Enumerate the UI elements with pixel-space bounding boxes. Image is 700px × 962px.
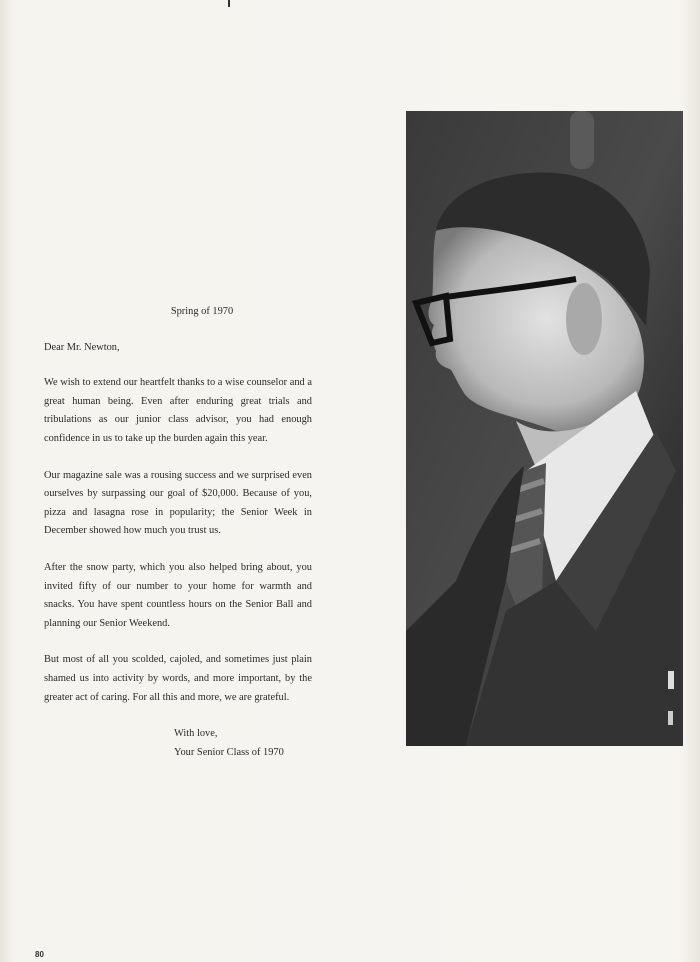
letter-closing [174,725,312,762]
letter-paragraph: We wish to extend our heartfelt thanks to a wise counselor and a great human being. Even after enduring great trials and tribulations as our junior class advisor, you had enough confidence in us to take up the burden again this year. [44,377,312,444]
letter-heading: Spring of 1970 [170,306,234,317]
signature-line: Your Senior Class of 1970 [174,746,284,758]
binding-mark [228,0,230,7]
letter-paragraph: Our magazine sale was a rousing success and we surprised even ourselves by surpassing our goal of $20,000. Because of you, pizza and lasagna rose in popularity; the Senior Week in December showed how much you trust us. [44,469,312,537]
letter [44,303,312,762]
letter-paragraph: But most of all you scolded, cajoled, and sometimes just plain shamed us into activity by words, and more important, by the greater act of caring. For all this and more, we are grateful. [44,654,312,703]
page-number: 80 [35,950,44,959]
portrait-photo [406,111,683,746]
portrait-illustration [406,111,683,746]
closing-line: With love, [174,728,218,740]
letter-paragraph: After the snow party, which you also helped bring about, you invited fifty of our number to your home for warmth and snacks. You have spent countless hours on the Senior Ball and planning our Senior Weekend. [44,561,312,629]
letter-salutation: Dear Mr. Newton, [44,341,120,353]
